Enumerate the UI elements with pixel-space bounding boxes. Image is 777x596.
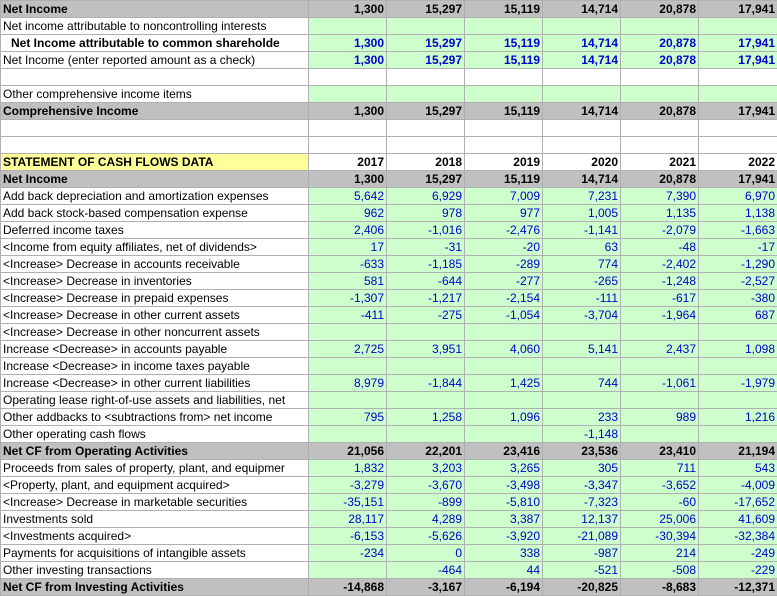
cell-value[interactable]: 14,714 — [543, 35, 621, 52]
cell-value[interactable]: 25,006 — [621, 511, 699, 528]
row-label[interactable]: Net Income — [1, 1, 309, 18]
row-label[interactable]: Other comprehensive income items — [1, 86, 309, 103]
cell-value[interactable]: 14,714 — [543, 52, 621, 69]
cell-value[interactable]: 12,137 — [543, 511, 621, 528]
cell-value[interactable]: 41,609 — [699, 511, 777, 528]
cell-value[interactable]: -2,527 — [699, 273, 777, 290]
cell-value[interactable]: -31 — [387, 239, 465, 256]
cell-value[interactable]: 687 — [699, 307, 777, 324]
row-label[interactable]: <Increase> Decrease in marketable securities — [1, 494, 309, 511]
cell-value[interactable]: 1,300 — [309, 103, 387, 120]
cell-value[interactable]: 305 — [543, 460, 621, 477]
cell-value[interactable] — [309, 358, 387, 375]
cell-value[interactable] — [621, 18, 699, 35]
cell-value[interactable]: 22,201 — [387, 443, 465, 460]
cell-value[interactable]: -277 — [465, 273, 543, 290]
table-row — [1, 494, 777, 511]
cell-value[interactable] — [465, 120, 543, 137]
cell-value[interactable]: 214 — [621, 545, 699, 562]
cell-value[interactable]: -249 — [699, 545, 777, 562]
cell-value[interactable]: -4,009 — [699, 477, 777, 494]
row-label[interactable]: Other addbacks to <subtractions from> net income — [1, 409, 309, 426]
cell-value[interactable]: 17 — [309, 239, 387, 256]
cell-value[interactable] — [699, 324, 777, 341]
cell-value[interactable] — [621, 426, 699, 443]
cell-value[interactable]: -111 — [543, 290, 621, 307]
cell-value[interactable] — [309, 137, 387, 154]
cell-value[interactable]: 6,929 — [387, 188, 465, 205]
cell-value[interactable]: -899 — [387, 494, 465, 511]
cell-value[interactable]: 5,141 — [543, 341, 621, 358]
cell-value[interactable]: -1,844 — [387, 375, 465, 392]
cell-value[interactable]: 978 — [387, 205, 465, 222]
cell-value[interactable] — [699, 120, 777, 137]
table-row — [1, 205, 777, 222]
cell-value[interactable]: 0 — [387, 545, 465, 562]
cell-value[interactable]: 23,410 — [621, 443, 699, 460]
cell-value[interactable] — [699, 69, 777, 86]
cell-value[interactable]: 2018 — [387, 154, 465, 171]
cell-value[interactable]: -3,920 — [465, 528, 543, 545]
cell-value[interactable]: -5,810 — [465, 494, 543, 511]
row-label[interactable]: Other operating cash flows — [1, 426, 309, 443]
cell-value[interactable] — [465, 69, 543, 86]
cell-value[interactable]: 2,725 — [309, 341, 387, 358]
cell-value[interactable]: 15,297 — [387, 171, 465, 188]
cell-value[interactable] — [543, 358, 621, 375]
cell-value[interactable] — [387, 86, 465, 103]
cell-value[interactable] — [387, 137, 465, 154]
cell-value[interactable]: 744 — [543, 375, 621, 392]
table-row — [1, 69, 777, 86]
cell-value[interactable]: 3,387 — [465, 511, 543, 528]
cell-value[interactable]: 1,096 — [465, 409, 543, 426]
table-row — [1, 443, 777, 460]
cell-value[interactable]: 15,119 — [465, 1, 543, 18]
cell-value[interactable] — [387, 392, 465, 409]
table-row — [1, 154, 777, 171]
cell-value[interactable]: 20,878 — [621, 103, 699, 120]
table-row — [1, 171, 777, 188]
row-label[interactable]: Net CF from Investing Activities — [1, 579, 309, 596]
cell-value[interactable]: 21,194 — [699, 443, 777, 460]
cell-value[interactable]: -6,194 — [465, 579, 543, 596]
cell-value[interactable]: 581 — [309, 273, 387, 290]
cell-value[interactable]: 962 — [309, 205, 387, 222]
row-label[interactable]: Payments for acquisitions of intangible assets — [1, 545, 309, 562]
row-label[interactable]: Other investing transactions — [1, 562, 309, 579]
cell-value[interactable]: 2022 — [699, 154, 777, 171]
cell-value[interactable]: -20,825 — [543, 579, 621, 596]
cell-value[interactable]: 543 — [699, 460, 777, 477]
cell-value[interactable]: -380 — [699, 290, 777, 307]
row-label[interactable]: <Increase> Decrease in other current assets — [1, 307, 309, 324]
cell-value[interactable]: 1,832 — [309, 460, 387, 477]
cell-value[interactable]: 14,714 — [543, 103, 621, 120]
cell-value[interactable]: -21,089 — [543, 528, 621, 545]
cell-value[interactable]: 4,060 — [465, 341, 543, 358]
cell-value[interactable] — [543, 392, 621, 409]
cell-value[interactable]: -48 — [621, 239, 699, 256]
cell-value[interactable] — [621, 86, 699, 103]
cell-value[interactable] — [543, 324, 621, 341]
row-label[interactable]: <Increase> Decrease in other noncurrent assets — [1, 324, 309, 341]
cell-value[interactable]: 977 — [465, 205, 543, 222]
table-row — [1, 545, 777, 562]
table-row — [1, 1, 777, 18]
row-label[interactable]: STATEMENT OF CASH FLOWS DATA — [1, 154, 309, 171]
cell-value[interactable]: -275 — [387, 307, 465, 324]
row-label[interactable]: <Investments acquired> — [1, 528, 309, 545]
cell-value[interactable] — [387, 324, 465, 341]
cell-value[interactable]: -12,371 — [699, 579, 777, 596]
row-label[interactable]: Increase <Decrease> in other current liabilities — [1, 375, 309, 392]
cell-value[interactable]: 44 — [465, 562, 543, 579]
cell-value[interactable]: -3,704 — [543, 307, 621, 324]
cell-value[interactable] — [543, 86, 621, 103]
cell-value[interactable] — [699, 392, 777, 409]
cell-value[interactable]: 7,390 — [621, 188, 699, 205]
cell-value[interactable] — [699, 358, 777, 375]
cell-value[interactable] — [309, 69, 387, 86]
row-label[interactable]: Operating lease right-of-use assets and liabilities, net — [1, 392, 309, 409]
cell-value[interactable] — [465, 392, 543, 409]
cell-value[interactable]: -1,148 — [543, 426, 621, 443]
cell-value[interactable]: -3,652 — [621, 477, 699, 494]
table-row — [1, 35, 777, 52]
cell-value[interactable]: -1,979 — [699, 375, 777, 392]
cell-value[interactable]: -3,670 — [387, 477, 465, 494]
cell-value[interactable]: 21,056 — [309, 443, 387, 460]
table-row — [1, 562, 777, 579]
cell-value[interactable]: 15,297 — [387, 35, 465, 52]
cell-value[interactable]: 1,300 — [309, 1, 387, 18]
cell-value[interactable]: -289 — [465, 256, 543, 273]
cell-value[interactable]: 338 — [465, 545, 543, 562]
cell-value[interactable]: 17,941 — [699, 35, 777, 52]
cell-value[interactable]: -2,154 — [465, 290, 543, 307]
cell-value[interactable]: 2,406 — [309, 222, 387, 239]
cell-value[interactable]: 3,951 — [387, 341, 465, 358]
cell-value[interactable]: 711 — [621, 460, 699, 477]
cell-value[interactable] — [309, 120, 387, 137]
row-label[interactable]: Deferred income taxes — [1, 222, 309, 239]
sheet-body — [1, 1, 777, 596]
row-label[interactable]: Net Income (enter reported amount as a check) — [1, 52, 309, 69]
row-label[interactable]: <Increase> Decrease in accounts receivable — [1, 256, 309, 273]
cell-value[interactable]: 28,117 — [309, 511, 387, 528]
cell-value[interactable]: -1,141 — [543, 222, 621, 239]
table-row — [1, 324, 777, 341]
table-row — [1, 477, 777, 494]
cell-value[interactable] — [621, 392, 699, 409]
row-label[interactable]: <Increase> Decrease in inventories — [1, 273, 309, 290]
table-row — [1, 222, 777, 239]
table-row — [1, 375, 777, 392]
cell-value[interactable]: 5,642 — [309, 188, 387, 205]
row-label[interactable]: Investments sold — [1, 511, 309, 528]
cell-value[interactable]: 7,231 — [543, 188, 621, 205]
cell-value[interactable] — [465, 324, 543, 341]
cell-value[interactable] — [387, 120, 465, 137]
table-row — [1, 86, 777, 103]
table-row — [1, 120, 777, 137]
row-label[interactable] — [1, 137, 309, 154]
cell-value[interactable]: -17 — [699, 239, 777, 256]
cell-value[interactable]: 3,265 — [465, 460, 543, 477]
cell-value[interactable]: -8,683 — [621, 579, 699, 596]
cell-value[interactable] — [543, 137, 621, 154]
cell-value[interactable]: 774 — [543, 256, 621, 273]
cell-value[interactable] — [387, 358, 465, 375]
table-row — [1, 426, 777, 443]
cell-value[interactable]: -987 — [543, 545, 621, 562]
cell-value[interactable]: 1,300 — [309, 171, 387, 188]
cell-value[interactable]: 6,970 — [699, 188, 777, 205]
cell-value[interactable] — [465, 358, 543, 375]
table-row — [1, 358, 777, 375]
cell-value[interactable] — [309, 18, 387, 35]
row-label[interactable]: Net income attributable to noncontrolling interests — [1, 18, 309, 35]
cell-value[interactable] — [465, 86, 543, 103]
table-row — [1, 341, 777, 358]
cell-value[interactable] — [309, 86, 387, 103]
cell-value[interactable]: -60 — [621, 494, 699, 511]
cell-value[interactable]: 15,119 — [465, 52, 543, 69]
row-label[interactable] — [1, 69, 309, 86]
cell-value[interactable]: -6,153 — [309, 528, 387, 545]
cell-value[interactable]: 2020 — [543, 154, 621, 171]
cell-value[interactable] — [387, 69, 465, 86]
cell-value[interactable]: 20,878 — [621, 1, 699, 18]
cell-value[interactable] — [387, 18, 465, 35]
cell-value[interactable]: -1,307 — [309, 290, 387, 307]
cell-value[interactable] — [621, 69, 699, 86]
cell-value[interactable]: 17,941 — [699, 103, 777, 120]
cell-value[interactable]: -1,964 — [621, 307, 699, 324]
cell-value[interactable]: 15,119 — [465, 103, 543, 120]
cell-value[interactable]: 1,005 — [543, 205, 621, 222]
cell-value[interactable] — [699, 137, 777, 154]
table-row — [1, 137, 777, 154]
cell-value[interactable]: -644 — [387, 273, 465, 290]
cell-value[interactable]: -2,079 — [621, 222, 699, 239]
cell-value[interactable]: -1,016 — [387, 222, 465, 239]
cell-value[interactable]: -1,054 — [465, 307, 543, 324]
table-row — [1, 392, 777, 409]
cell-value[interactable]: -1,663 — [699, 222, 777, 239]
cell-value[interactable]: 1,425 — [465, 375, 543, 392]
cell-value[interactable]: -1,248 — [621, 273, 699, 290]
row-label[interactable]: Add back depreciation and amortization expenses — [1, 188, 309, 205]
cell-value[interactable] — [543, 69, 621, 86]
cell-value[interactable] — [621, 120, 699, 137]
cell-value[interactable]: -1,185 — [387, 256, 465, 273]
cell-value[interactable]: -1,290 — [699, 256, 777, 273]
cell-value[interactable]: 63 — [543, 239, 621, 256]
row-label[interactable]: Increase <Decrease> in income taxes payable — [1, 358, 309, 375]
cell-value[interactable]: 795 — [309, 409, 387, 426]
cell-value[interactable]: 1,138 — [699, 205, 777, 222]
cell-value[interactable]: -411 — [309, 307, 387, 324]
cell-value[interactable] — [543, 18, 621, 35]
cell-value[interactable]: 1,300 — [309, 35, 387, 52]
cell-value[interactable]: -508 — [621, 562, 699, 579]
row-label[interactable]: Proceeds from sales of property, plant, and equipmer — [1, 460, 309, 477]
table-row — [1, 273, 777, 290]
table-row — [1, 579, 777, 596]
table-row — [1, 188, 777, 205]
cell-value[interactable] — [621, 358, 699, 375]
row-label[interactable] — [1, 120, 309, 137]
cell-value[interactable]: -633 — [309, 256, 387, 273]
table-row — [1, 528, 777, 545]
cell-value[interactable]: -5,626 — [387, 528, 465, 545]
row-label[interactable]: Net Income — [1, 171, 309, 188]
cell-value[interactable] — [309, 324, 387, 341]
cell-value[interactable]: -521 — [543, 562, 621, 579]
cell-value[interactable]: 20,878 — [621, 35, 699, 52]
cell-value[interactable] — [309, 562, 387, 579]
row-label[interactable]: Comprehensive Income — [1, 103, 309, 120]
cell-value[interactable]: 989 — [621, 409, 699, 426]
cell-value[interactable] — [621, 137, 699, 154]
cell-value[interactable]: -1,217 — [387, 290, 465, 307]
cell-value[interactable]: 7,009 — [465, 188, 543, 205]
cell-value[interactable]: 3,203 — [387, 460, 465, 477]
cell-value[interactable]: 4,289 — [387, 511, 465, 528]
cell-value[interactable]: 233 — [543, 409, 621, 426]
cell-value[interactable]: -265 — [543, 273, 621, 290]
cell-value[interactable]: -2,476 — [465, 222, 543, 239]
cell-value[interactable]: 14,714 — [543, 1, 621, 18]
cell-value[interactable]: -234 — [309, 545, 387, 562]
table-row — [1, 511, 777, 528]
table-row — [1, 239, 777, 256]
cell-value[interactable] — [699, 18, 777, 35]
cell-value[interactable]: 2017 — [309, 154, 387, 171]
cell-value[interactable]: 1,216 — [699, 409, 777, 426]
cell-value[interactable]: 23,416 — [465, 443, 543, 460]
cell-value[interactable] — [465, 137, 543, 154]
cell-value[interactable]: 15,297 — [387, 103, 465, 120]
table-row — [1, 103, 777, 120]
cell-value[interactable]: -3,279 — [309, 477, 387, 494]
cell-value[interactable] — [309, 426, 387, 443]
cell-value[interactable]: 1,135 — [621, 205, 699, 222]
cell-value[interactable]: -32,384 — [699, 528, 777, 545]
row-label[interactable]: <Increase> Decrease in prepaid expenses — [1, 290, 309, 307]
cell-value[interactable] — [309, 392, 387, 409]
table-row — [1, 307, 777, 324]
cell-value[interactable] — [465, 18, 543, 35]
cell-value[interactable]: -7,323 — [543, 494, 621, 511]
cell-value[interactable]: -3,167 — [387, 579, 465, 596]
row-label[interactable]: Net CF from Operating Activities — [1, 443, 309, 460]
cell-value[interactable]: -229 — [699, 562, 777, 579]
cell-value[interactable]: -2,402 — [621, 256, 699, 273]
cell-value[interactable]: 15,119 — [465, 171, 543, 188]
cell-value[interactable]: -464 — [387, 562, 465, 579]
table-row — [1, 290, 777, 307]
cell-value[interactable] — [699, 426, 777, 443]
table-row — [1, 18, 777, 35]
cell-value[interactable]: 14,714 — [543, 171, 621, 188]
table-row — [1, 256, 777, 273]
cell-value[interactable] — [465, 426, 543, 443]
cell-value[interactable]: -30,394 — [621, 528, 699, 545]
cell-value[interactable]: -3,347 — [543, 477, 621, 494]
cell-value[interactable]: 1,258 — [387, 409, 465, 426]
cell-value[interactable]: 1,300 — [309, 52, 387, 69]
cell-value[interactable]: 23,536 — [543, 443, 621, 460]
cell-value[interactable]: -3,498 — [465, 477, 543, 494]
row-label[interactable]: Increase <Decrease> in accounts payable — [1, 341, 309, 358]
cell-value[interactable]: 17,941 — [699, 1, 777, 18]
cell-value[interactable]: -617 — [621, 290, 699, 307]
cell-value[interactable]: -14,868 — [309, 579, 387, 596]
cell-value[interactable]: 20,878 — [621, 52, 699, 69]
cell-value[interactable]: 15,297 — [387, 52, 465, 69]
row-label[interactable]: <Income from equity affiliates, net of dividends> — [1, 239, 309, 256]
cell-value[interactable]: 15,119 — [465, 35, 543, 52]
table-row — [1, 52, 777, 69]
cell-value[interactable]: 17,941 — [699, 52, 777, 69]
row-label[interactable]: Net Income attributable to common shareholde — [1, 35, 309, 52]
cell-value[interactable]: 2019 — [465, 154, 543, 171]
cell-value[interactable]: -35,151 — [309, 494, 387, 511]
cell-value[interactable]: 20,878 — [621, 171, 699, 188]
table-row — [1, 460, 777, 477]
cell-value[interactable]: 15,297 — [387, 1, 465, 18]
cell-value[interactable] — [621, 324, 699, 341]
table-row — [1, 409, 777, 426]
cell-value[interactable]: -1,061 — [621, 375, 699, 392]
cell-value[interactable]: -17,652 — [699, 494, 777, 511]
cell-value[interactable] — [387, 426, 465, 443]
cell-value[interactable] — [699, 86, 777, 103]
cell-value[interactable]: 17,941 — [699, 171, 777, 188]
row-label[interactable]: Add back stock-based compensation expense — [1, 205, 309, 222]
row-label[interactable]: <Property, plant, and equipment acquired> — [1, 477, 309, 494]
cell-value[interactable] — [543, 120, 621, 137]
cell-value[interactable]: 1,098 — [699, 341, 777, 358]
cell-value[interactable]: 2021 — [621, 154, 699, 171]
cell-value[interactable]: 8,979 — [309, 375, 387, 392]
cell-value[interactable]: 2,437 — [621, 341, 699, 358]
cell-value[interactable]: -20 — [465, 239, 543, 256]
